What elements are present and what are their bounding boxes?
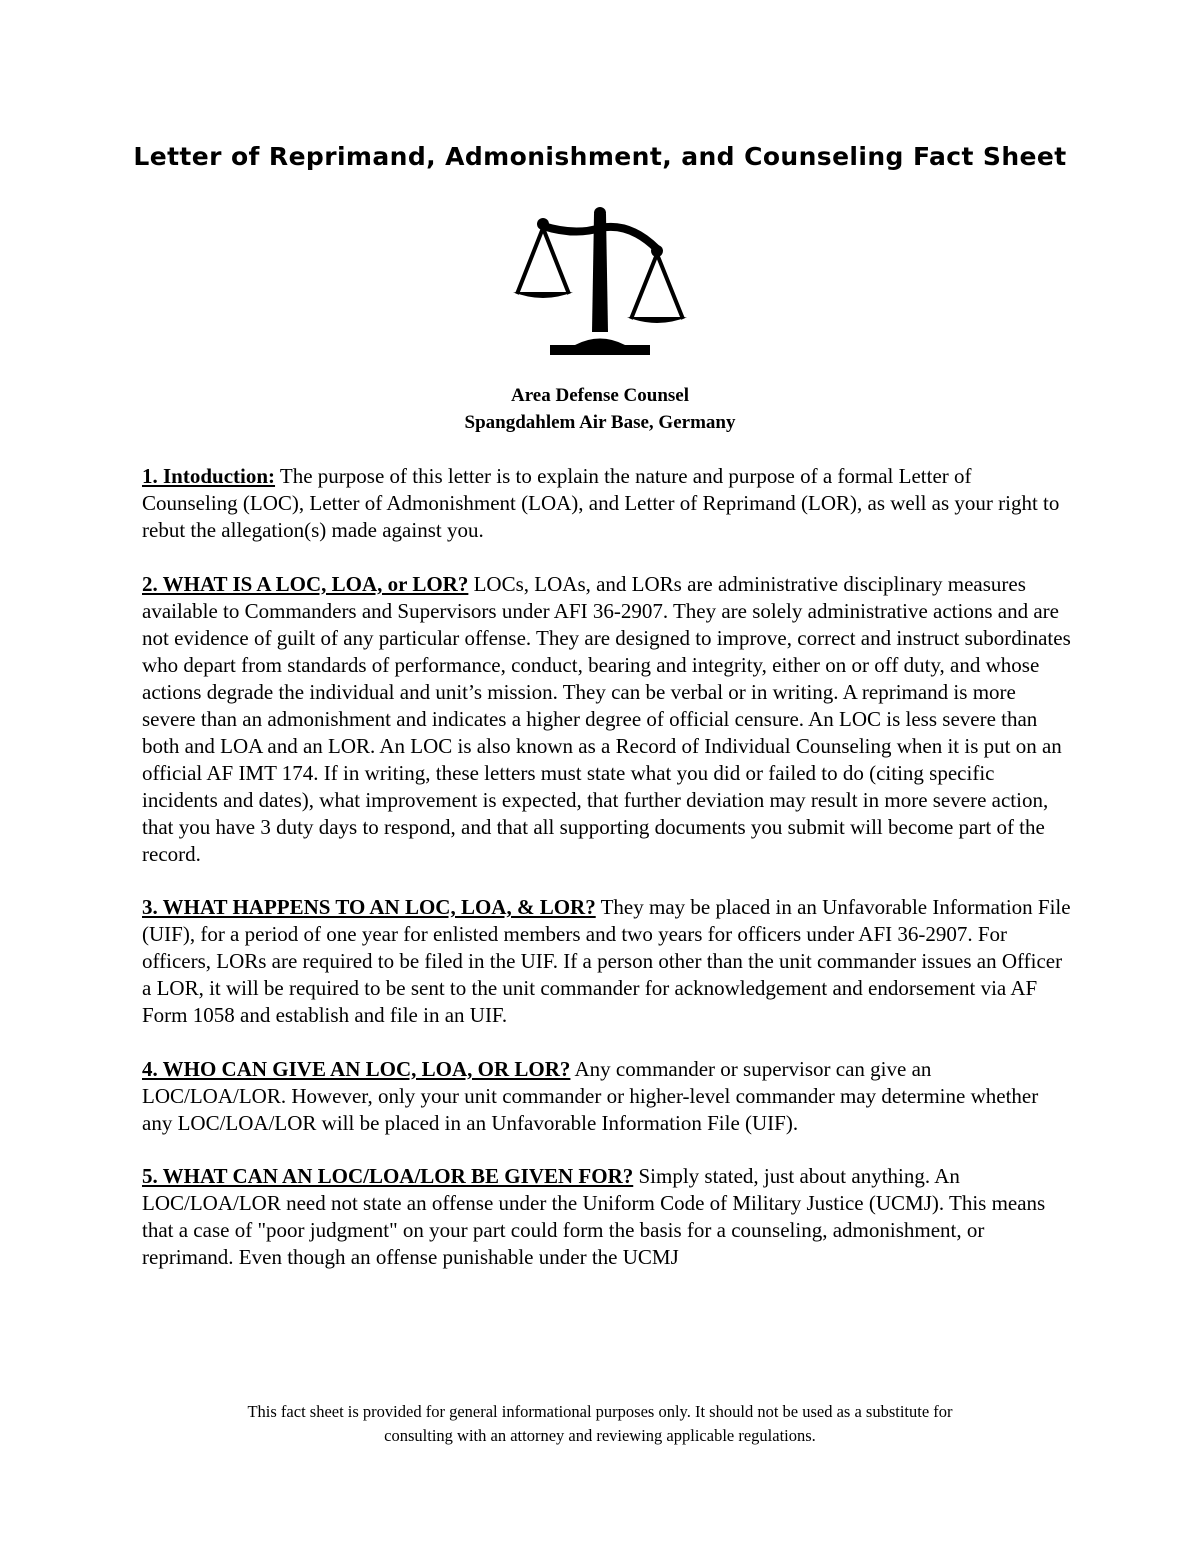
section-introduction: [142, 463, 1072, 544]
disclaimer-footer: [120, 1400, 1080, 1448]
organization-block: [120, 382, 1080, 436]
section-text: Any commander or supervisor can give an LOC/LOA/LOR. However, only your unit commander or higher-level commander may determine whether any LOC/LOA/LOR will be placed in an Unfavorable Information File (UIF).: [142, 1056, 1039, 1135]
section-heading: 5. WHAT CAN AN LOC/LOA/LOR BE GIVEN FOR?: [142, 1164, 634, 1188]
section-text: The purpose of this letter is to explain the nature and purpose of a formal Letter of Counseling (LOC), Letter of Admonishment (LOA), and Letter of Reprimand (LOR), as well as your right to rebut the allegation(s) made against you.: [142, 464, 1060, 542]
section-what-for: [142, 1163, 1072, 1271]
organization-name: Area Defense Counsel: [510, 385, 689, 406]
fact-sheet-body: [142, 463, 1072, 1298]
section-heading: 2. WHAT IS A LOC, LOA, or LOR?: [142, 571, 469, 596]
disclaimer-line-2: consulting with an attorney and reviewing applicable regulations.: [384, 1426, 816, 1445]
section-who-can-give: [142, 1056, 1072, 1137]
section-heading: 1. Intoduction:: [142, 464, 276, 488]
section-text: Simply stated, just about anything. An LOC/LOA/LOR need not state an offense under the Uniform Code of Military Justice (UCMJ). This means that a case of "poor judgment" on your part could form the basis for a counseling, admonishment, or reprimand. Even though an offense punishable under the UCMJ: [142, 1164, 1046, 1269]
section-text: LOCs, LOAs, and LORs are administrative disciplinary measures available to Commanders and Supervisors under AFI 36-2907. They are solely administrative actions and are not evidence of guilt of any particular offense. They are designed to improve, correct and instruct subordinates who depart from standards of performance, conduct, bearing and integrity, either on or off duty, and whose actions degrade the individual and unit’s mission. They can be verbal or in writing. A reprimand is more severe than an admonishment and indicates a higher degree of official censure. An LOC is less severe than both and LOA and an LOR. An LOC is also known as a Record of Individual Counseling when it is put on an official AF IMT 174. If in writing, these letters must state what you did or failed to do (citing specific incidents and dates), what improvement is expected, that further deviation may result in more severe action, that you have 3 duty days to respond, and that all supporting documents you submit will become part of the record.: [142, 571, 1071, 866]
organization-location: Spangdahlem Air Base, Germany: [464, 412, 736, 433]
section-heading: 3. WHAT HAPPENS TO AN LOC, LOA, & LOR?: [142, 895, 596, 919]
section-heading: 4. WHO CAN GIVE AN LOC, LOA, OR LOR?: [142, 1056, 571, 1081]
section-text: They may be placed in an Unfavorable Information File (UIF), for a period of one year for enlisted members and two years for officers under AFI 36-2907. For officers, LORs are required to be filed in the UIF. If a person other than the unit commander issues an Officer a LOR, it will be required to be sent to the unit commander for acknowledgement and endorsement via AF Form 1058 and establish and file in an UIF.: [142, 895, 1071, 1027]
document-title: Letter of Reprimand, Admonishment, and Counseling Fact Sheet: [133, 142, 1067, 171]
scales-of-justice-icon: [505, 204, 695, 360]
disclaimer-line-1: This fact sheet is provided for general informational purposes only. It should not be used as a substitute for: [247, 1402, 953, 1421]
section-what-is: [142, 571, 1072, 868]
section-what-happens: [142, 894, 1072, 1029]
